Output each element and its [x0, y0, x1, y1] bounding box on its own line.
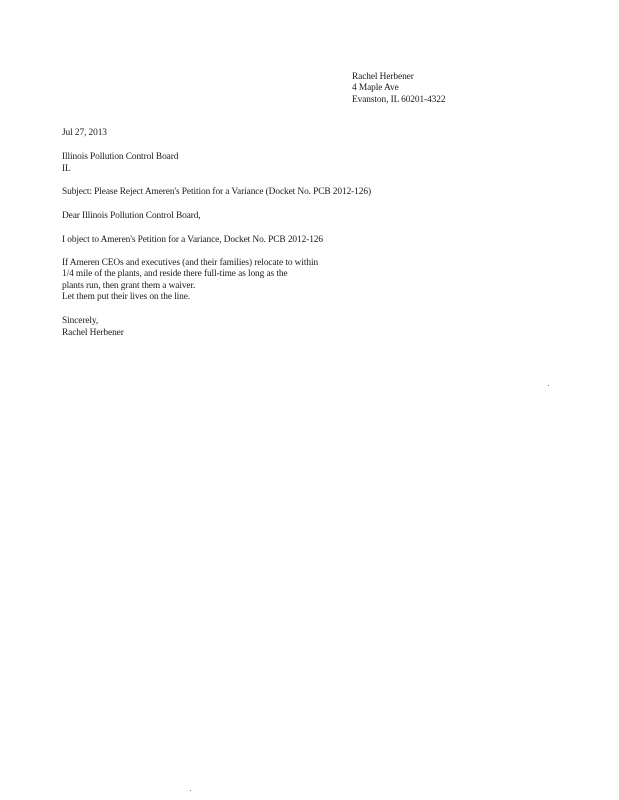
recipient-state: IL — [62, 164, 71, 174]
salutation: Dear Illinois Pollution Control Board, — [62, 211, 201, 221]
signature-name: Rachel Herbener — [62, 328, 124, 338]
paragraph-line: Let them put their lives on the line. — [62, 292, 191, 302]
paragraph-line: 1/4 mile of the plants, and reside there full-time as long as the — [62, 269, 288, 279]
sender-name: Rachel Herbener — [352, 72, 414, 82]
sender-city: Evanston, IL 60201-4322 — [352, 95, 446, 105]
subject-line: Subject: Please Reject Ameren's Petition for a Variance (Docket No. PCB 2012-126) — [62, 187, 371, 197]
paragraph-line: plants run, then grant them a waiver. — [62, 281, 196, 291]
paragraph-line: If Ameren CEOs and executives (and their families) relocate to within — [62, 258, 319, 268]
recipient-name: Illinois Pollution Control Board — [62, 152, 179, 162]
sender-street: 4 Maple Ave — [352, 83, 399, 93]
scan-speck — [548, 385, 549, 386]
objection-line: I object to Ameren's Petition for a Variance, Docket No. PCB 2012-126 — [62, 235, 323, 245]
scan-speck — [190, 790, 191, 791]
letter-date: Jul 27, 2013 — [62, 128, 107, 138]
closing: Sincerely, — [62, 316, 99, 326]
